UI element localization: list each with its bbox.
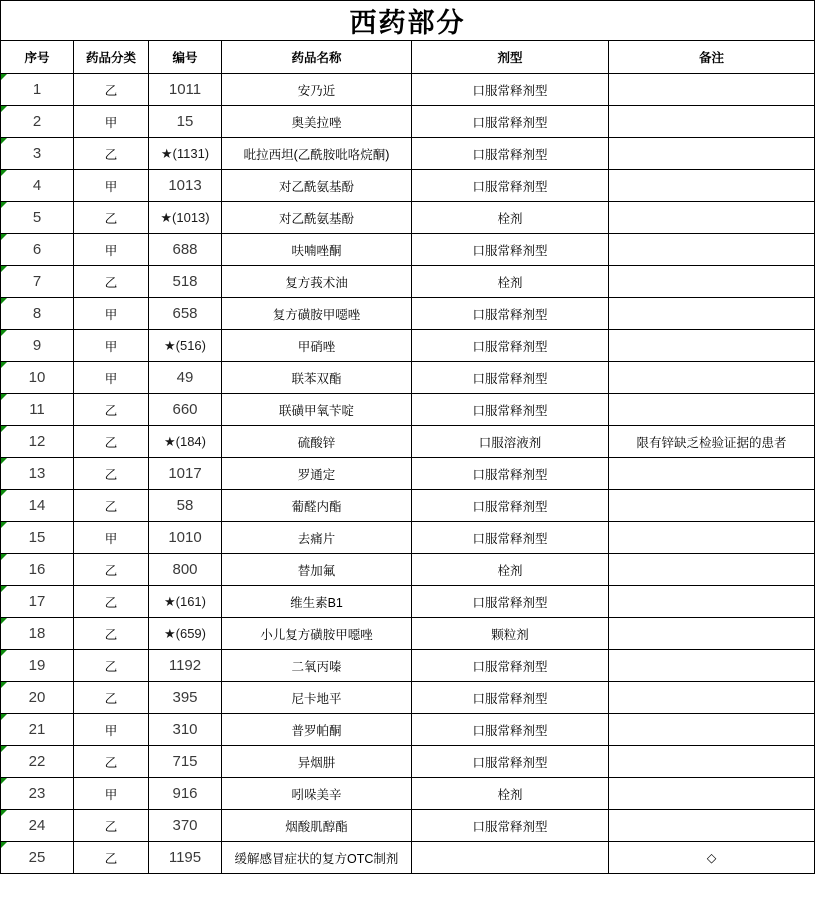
cell-code: 688 <box>149 234 222 266</box>
cell-name: 安乃近 <box>222 74 412 106</box>
table-row <box>1 586 815 618</box>
cell-note <box>609 138 815 170</box>
cell-code: 916 <box>149 778 222 810</box>
cell-serial-text: 23 <box>28 785 46 802</box>
cell-code: 715 <box>149 746 222 778</box>
cell-serial-text: 8 <box>32 305 42 322</box>
column-header-code: 编号 <box>149 41 222 74</box>
cell-code: ★(516) <box>149 330 222 362</box>
cell-serial-text: 14 <box>28 497 46 514</box>
cell-code: 1195 <box>149 842 222 874</box>
table-row <box>1 778 815 810</box>
column-header-category: 药品分类 <box>74 41 149 74</box>
cell-form: 栓剂 <box>412 202 609 234</box>
cell-code: 58 <box>149 490 222 522</box>
cell-serial <box>1 586 74 618</box>
cell-category: 甲 <box>74 106 149 138</box>
cell-form: 口服常释剂型 <box>412 138 609 170</box>
table-row <box>1 714 815 746</box>
cell-code: ★(1131) <box>149 138 222 170</box>
error-indicator-icon <box>1 394 7 400</box>
cell-category: 乙 <box>74 202 149 234</box>
error-indicator-icon <box>1 138 7 144</box>
cell-note <box>609 746 815 778</box>
error-indicator-icon <box>1 586 7 592</box>
cell-category: 乙 <box>74 810 149 842</box>
cell-serial-text: 1 <box>32 81 42 98</box>
cell-form: 口服常释剂型 <box>412 490 609 522</box>
cell-name: 替加氟 <box>222 554 412 586</box>
cell-form: 口服常释剂型 <box>412 522 609 554</box>
cell-serial <box>1 778 74 810</box>
cell-name: 维生素B1 <box>222 586 412 618</box>
cell-note <box>609 522 815 554</box>
cell-serial <box>1 330 74 362</box>
cell-name: 小儿复方磺胺甲噁唑 <box>222 618 412 650</box>
cell-code: 395 <box>149 682 222 714</box>
cell-category: 甲 <box>74 298 149 330</box>
error-indicator-icon <box>1 490 7 496</box>
cell-name: 对乙酰氨基酚 <box>222 202 412 234</box>
cell-serial <box>1 298 74 330</box>
cell-note <box>609 650 815 682</box>
cell-serial <box>1 810 74 842</box>
cell-form: 口服常释剂型 <box>412 362 609 394</box>
error-indicator-icon <box>1 266 7 272</box>
table-row <box>1 458 815 490</box>
cell-form: 口服常释剂型 <box>412 106 609 138</box>
cell-category: 乙 <box>74 74 149 106</box>
cell-serial <box>1 266 74 298</box>
table-header-row <box>1 41 815 74</box>
table-row <box>1 426 815 458</box>
cell-note <box>609 554 815 586</box>
error-indicator-icon <box>1 810 7 816</box>
error-indicator-icon <box>1 458 7 464</box>
cell-serial <box>1 650 74 682</box>
error-indicator-icon <box>1 714 7 720</box>
error-indicator-icon <box>1 330 7 336</box>
table-row <box>1 842 815 874</box>
cell-category: 乙 <box>74 618 149 650</box>
cell-serial-text: 10 <box>28 369 46 386</box>
table-row <box>1 682 815 714</box>
cell-serial <box>1 490 74 522</box>
cell-name: 烟酸肌醇酯 <box>222 810 412 842</box>
cell-code: 15 <box>149 106 222 138</box>
cell-form: 栓剂 <box>412 778 609 810</box>
cell-form: 栓剂 <box>412 554 609 586</box>
cell-form: 口服常释剂型 <box>412 394 609 426</box>
cell-category: 甲 <box>74 778 149 810</box>
cell-serial-text: 12 <box>28 433 46 450</box>
error-indicator-icon <box>1 298 7 304</box>
cell-note <box>609 682 815 714</box>
cell-name: 罗通定 <box>222 458 412 490</box>
cell-serial-text: 21 <box>28 721 46 738</box>
cell-category: 乙 <box>74 842 149 874</box>
error-indicator-icon <box>1 426 7 432</box>
cell-code: 1017 <box>149 458 222 490</box>
cell-serial-text: 7 <box>32 273 42 290</box>
cell-note <box>609 458 815 490</box>
table-row <box>1 266 815 298</box>
cell-note <box>609 170 815 202</box>
table-row <box>1 202 815 234</box>
cell-code: ★(161) <box>149 586 222 618</box>
cell-name: 复方磺胺甲噁唑 <box>222 298 412 330</box>
cell-serial-text: 4 <box>32 177 42 194</box>
cell-name: 异烟肼 <box>222 746 412 778</box>
cell-serial <box>1 394 74 426</box>
error-indicator-icon <box>1 842 7 848</box>
cell-serial <box>1 554 74 586</box>
cell-name: 去痛片 <box>222 522 412 554</box>
cell-form: 颗粒剂 <box>412 618 609 650</box>
cell-serial-text: 3 <box>32 145 42 162</box>
cell-category: 甲 <box>74 170 149 202</box>
error-indicator-icon <box>1 778 7 784</box>
cell-code: 49 <box>149 362 222 394</box>
cell-serial <box>1 458 74 490</box>
cell-serial <box>1 682 74 714</box>
cell-code: 1013 <box>149 170 222 202</box>
table-row <box>1 810 815 842</box>
cell-code: 660 <box>149 394 222 426</box>
cell-category: 乙 <box>74 138 149 170</box>
cell-form: 口服常释剂型 <box>412 714 609 746</box>
cell-serial-text: 24 <box>28 817 46 834</box>
cell-category: 乙 <box>74 426 149 458</box>
table-row <box>1 298 815 330</box>
column-header-form: 剂型 <box>412 41 609 74</box>
cell-name: 联苯双酯 <box>222 362 412 394</box>
cell-note <box>609 234 815 266</box>
cell-serial-text: 15 <box>28 529 46 546</box>
error-indicator-icon <box>1 554 7 560</box>
table-row <box>1 394 815 426</box>
cell-code: 310 <box>149 714 222 746</box>
cell-note <box>609 106 815 138</box>
cell-note <box>609 618 815 650</box>
cell-name: 对乙酰氨基酚 <box>222 170 412 202</box>
cell-form: 口服溶液剂 <box>412 426 609 458</box>
error-indicator-icon <box>1 682 7 688</box>
cell-category: 甲 <box>74 234 149 266</box>
cell-code: ★(1013) <box>149 202 222 234</box>
error-indicator-icon <box>1 170 7 176</box>
cell-serial-text: 5 <box>32 209 42 226</box>
cell-category: 甲 <box>74 714 149 746</box>
table-body <box>1 74 815 874</box>
cell-name: 复方莪术油 <box>222 266 412 298</box>
table-row <box>1 522 815 554</box>
cell-form <box>412 842 609 874</box>
cell-serial <box>1 106 74 138</box>
cell-code: 1011 <box>149 74 222 106</box>
cell-form: 口服常释剂型 <box>412 746 609 778</box>
cell-note <box>609 266 815 298</box>
cell-form: 口服常释剂型 <box>412 810 609 842</box>
error-indicator-icon <box>1 746 7 752</box>
cell-category: 乙 <box>74 394 149 426</box>
cell-serial <box>1 362 74 394</box>
cell-name: 奥美拉唑 <box>222 106 412 138</box>
cell-category: 甲 <box>74 330 149 362</box>
table-row <box>1 106 815 138</box>
cell-serial <box>1 842 74 874</box>
cell-serial <box>1 618 74 650</box>
cell-category: 乙 <box>74 490 149 522</box>
cell-category: 乙 <box>74 458 149 490</box>
error-indicator-icon <box>1 74 7 80</box>
table-row <box>1 170 815 202</box>
table-row <box>1 650 815 682</box>
cell-code: 1010 <box>149 522 222 554</box>
cell-serial-text: 2 <box>32 113 42 130</box>
table-row <box>1 746 815 778</box>
error-indicator-icon <box>1 618 7 624</box>
cell-name: 吡拉西坦(乙酰胺吡咯烷酮) <box>222 138 412 170</box>
cell-code: 518 <box>149 266 222 298</box>
table-row <box>1 234 815 266</box>
cell-form: 口服常释剂型 <box>412 234 609 266</box>
cell-serial-text: 17 <box>28 593 46 610</box>
cell-form: 口服常释剂型 <box>412 458 609 490</box>
table-row <box>1 554 815 586</box>
cell-serial-text: 16 <box>28 561 46 578</box>
cell-form: 口服常释剂型 <box>412 682 609 714</box>
cell-serial-text: 20 <box>28 689 46 706</box>
cell-code: 1192 <box>149 650 222 682</box>
cell-name: 二氧丙嗪 <box>222 650 412 682</box>
table-row <box>1 490 815 522</box>
cell-serial <box>1 74 74 106</box>
cell-note <box>609 394 815 426</box>
cell-category: 乙 <box>74 746 149 778</box>
table-row <box>1 330 815 362</box>
cell-serial-text: 6 <box>32 241 42 258</box>
cell-name: 呋喃唑酮 <box>222 234 412 266</box>
cell-serial <box>1 202 74 234</box>
cell-serial <box>1 234 74 266</box>
error-indicator-icon <box>1 522 7 528</box>
column-header-serial: 序号 <box>1 41 74 74</box>
column-header-name: 药品名称 <box>222 41 412 74</box>
error-indicator-icon <box>1 202 7 208</box>
cell-note: 限有锌缺乏检验证据的患者 <box>609 426 815 458</box>
cell-note <box>609 202 815 234</box>
cell-serial <box>1 138 74 170</box>
cell-code: 370 <box>149 810 222 842</box>
cell-name: 硫酸锌 <box>222 426 412 458</box>
page-title: 西药部分 <box>1 1 815 41</box>
cell-name: 尼卡地平 <box>222 682 412 714</box>
cell-serial-text: 13 <box>28 465 46 482</box>
cell-code: 658 <box>149 298 222 330</box>
cell-code: ★(659) <box>149 618 222 650</box>
cell-category: 甲 <box>74 362 149 394</box>
cell-serial-text: 22 <box>28 753 46 770</box>
cell-serial-text: 18 <box>28 625 46 642</box>
cell-category: 乙 <box>74 554 149 586</box>
cell-note <box>609 714 815 746</box>
column-header-note: 备注 <box>609 41 815 74</box>
cell-category: 乙 <box>74 682 149 714</box>
cell-note <box>609 490 815 522</box>
cell-note <box>609 362 815 394</box>
cell-category: 乙 <box>74 586 149 618</box>
table-row <box>1 618 815 650</box>
cell-form: 口服常释剂型 <box>412 298 609 330</box>
cell-name: 吲哚美辛 <box>222 778 412 810</box>
cell-serial <box>1 746 74 778</box>
table-row <box>1 138 815 170</box>
error-indicator-icon <box>1 362 7 368</box>
cell-form: 口服常释剂型 <box>412 586 609 618</box>
cell-serial-text: 11 <box>29 401 45 418</box>
table-row <box>1 74 815 106</box>
cell-name: 普罗帕酮 <box>222 714 412 746</box>
cell-name: 甲硝唑 <box>222 330 412 362</box>
cell-serial <box>1 522 74 554</box>
error-indicator-icon <box>1 234 7 240</box>
cell-note <box>609 74 815 106</box>
cell-note <box>609 586 815 618</box>
cell-name: 缓解感冒症状的复方OTC制剂 <box>222 842 412 874</box>
cell-category: 甲 <box>74 522 149 554</box>
cell-serial-text: 25 <box>28 849 46 866</box>
cell-serial <box>1 170 74 202</box>
cell-category: 乙 <box>74 650 149 682</box>
cell-note <box>609 330 815 362</box>
cell-form: 口服常释剂型 <box>412 330 609 362</box>
cell-serial-text: 9 <box>32 337 42 354</box>
cell-name: 联磺甲氧苄啶 <box>222 394 412 426</box>
error-indicator-icon <box>1 650 7 656</box>
cell-note <box>609 810 815 842</box>
error-indicator-icon <box>1 106 7 112</box>
cell-code: ★(184) <box>149 426 222 458</box>
cell-form: 口服常释剂型 <box>412 74 609 106</box>
cell-name: 葡醛内酯 <box>222 490 412 522</box>
cell-category: 乙 <box>74 266 149 298</box>
cell-serial <box>1 714 74 746</box>
cell-form: 栓剂 <box>412 266 609 298</box>
cell-note <box>609 298 815 330</box>
title-row <box>1 1 815 41</box>
cell-form: 口服常释剂型 <box>412 650 609 682</box>
cell-note <box>609 778 815 810</box>
cell-form: 口服常释剂型 <box>412 170 609 202</box>
table-row <box>1 362 815 394</box>
cell-serial-text: 19 <box>28 657 46 674</box>
cell-note: ◇ <box>609 842 815 874</box>
cell-code: 800 <box>149 554 222 586</box>
cell-serial <box>1 426 74 458</box>
